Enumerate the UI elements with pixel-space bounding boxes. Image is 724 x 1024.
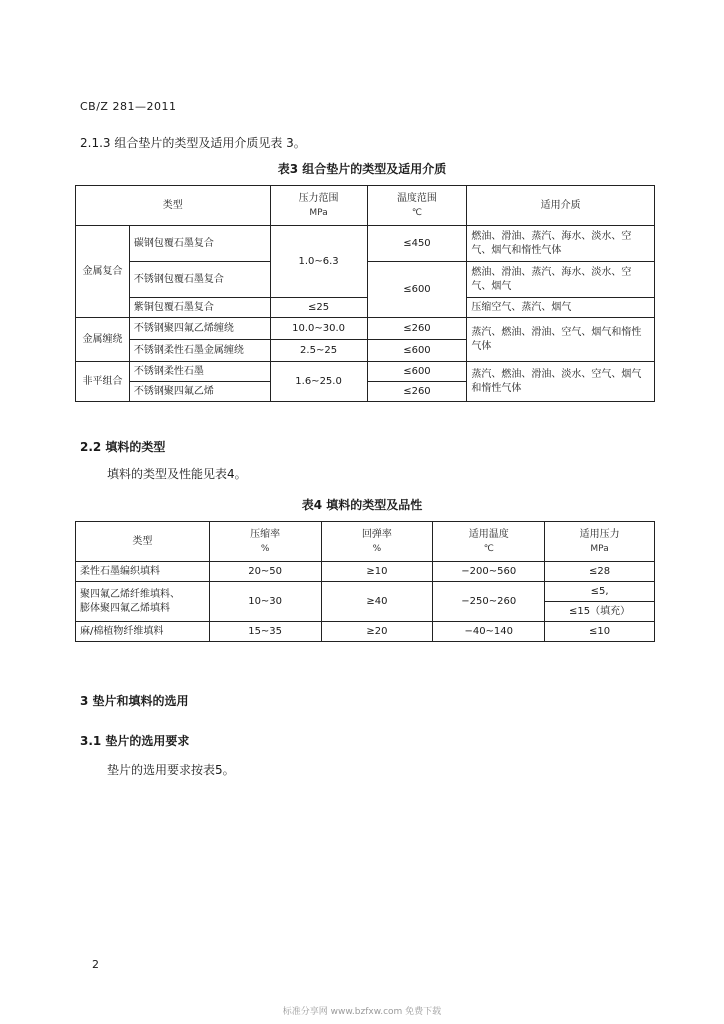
table-cell: 1.6~25.0 [270, 362, 367, 402]
table3-caption: 表3 组合垫片的类型及适用介质 [277, 162, 447, 176]
table-cell: ≤600 [367, 362, 467, 382]
table-cell: 聚四氟乙烯纤维填料、 膨体聚四氟乙烯填料 [76, 582, 210, 622]
table3-header-temp: 温度范围 ℃ [367, 186, 467, 226]
table-cell: 蒸汽、燃油、滑油、空气、烟气和惰性气体 [467, 318, 655, 362]
watermark: 标准分享网 www.bzfxw.com 免费下载 [282, 1007, 442, 1017]
table-cell: 不锈钢柔性石墨金属缠绕 [129, 340, 270, 362]
table-cell: −250~260 [433, 582, 545, 622]
table-cell: 15~35 [209, 622, 321, 642]
table3 [75, 185, 655, 402]
table-cell: ≤25 [270, 298, 367, 318]
table-cell: ≤260 [367, 318, 467, 340]
table-cell: ≤600 [367, 340, 467, 362]
table-cell: 碳钢包覆石墨复合 [129, 226, 270, 262]
section-3-1-heading: 3.1 垫片的选用要求 [80, 734, 190, 748]
table-cell: ≤28 [545, 562, 655, 582]
table3-group-nonflat: 非平组合 [76, 362, 130, 402]
table-cell: 燃油、滑油、蒸汽、海水、淡水、空气、烟气和惰性气体 [467, 226, 655, 262]
table-cell: ≤450 [367, 226, 467, 262]
table-cell: 10.0~30.0 [270, 318, 367, 340]
table-cell: ≥10 [321, 562, 433, 582]
table-cell: 压缩空气、蒸汽、烟气 [467, 298, 655, 318]
page-number: 2 [92, 958, 99, 971]
table-cell: −200~560 [433, 562, 545, 582]
table-cell: 不锈钢聚四氟乙烯 [129, 382, 270, 402]
table-cell: 麻/棉植物纤维填料 [76, 622, 210, 642]
section-2-1-3-text: 2.1.3 组合垫片的类型及适用介质见表 3。 [80, 136, 306, 150]
table-cell: ≤260 [367, 382, 467, 402]
table-cell: 不锈钢包覆石墨复合 [129, 262, 270, 298]
table-cell: 20~50 [209, 562, 321, 582]
table-cell: ≤10 [545, 622, 655, 642]
table-cell: 柔性石墨编织填料 [76, 562, 210, 582]
table4 [75, 521, 655, 642]
table-cell: ≤600 [367, 262, 467, 318]
table3-header-medium: 适用介质 [467, 186, 655, 226]
section-2-2-heading: 2.2 填料的类型 [80, 440, 166, 454]
table3-group-metal-composite: 金属复合 [76, 226, 130, 318]
table3-header-pressure: 压力范围 MPa [270, 186, 367, 226]
table-cell: 不锈钢聚四氟乙烯缠绕 [129, 318, 270, 340]
table-cell: ≤15（填充） [545, 602, 655, 622]
document-code: CB/Z 281—2011 [80, 100, 177, 113]
table-cell: ≥40 [321, 582, 433, 622]
table-cell: 燃油、滑油、蒸汽、海水、淡水、空气、烟气 [467, 262, 655, 298]
section-2-2-text: 填料的类型及性能见表4。 [107, 467, 247, 481]
table-cell: 紫铜包覆石墨复合 [129, 298, 270, 318]
section-3-heading: 3 垫片和填料的选用 [80, 694, 189, 708]
table-cell: 蒸汽、燃油、滑油、淡水、空气、烟气和惰性气体 [467, 362, 655, 402]
table-cell: 1.0~6.3 [270, 226, 367, 298]
table-cell: ≥20 [321, 622, 433, 642]
table4-header-rebound: 回弹率 % [321, 522, 433, 562]
table-cell: 2.5~25 [270, 340, 367, 362]
table3-header-type: 类型 [76, 186, 271, 226]
table4-header-temp: 适用温度 ℃ [433, 522, 545, 562]
table4-header-pressure: 适用压力 MPa [545, 522, 655, 562]
section-3-1-text: 垫片的选用要求按表5。 [107, 763, 235, 777]
table4-header-type: 类型 [76, 522, 210, 562]
table-cell: ≤5, [545, 582, 655, 602]
table4-header-compress: 压缩率 % [209, 522, 321, 562]
table-cell: 10~30 [209, 582, 321, 622]
table-cell: 不锈钢柔性石墨 [129, 362, 270, 382]
table3-group-metal-wound: 金属缠绕 [76, 318, 130, 362]
table-cell: −40~140 [433, 622, 545, 642]
table4-caption: 表4 填料的类型及品性 [301, 498, 423, 512]
